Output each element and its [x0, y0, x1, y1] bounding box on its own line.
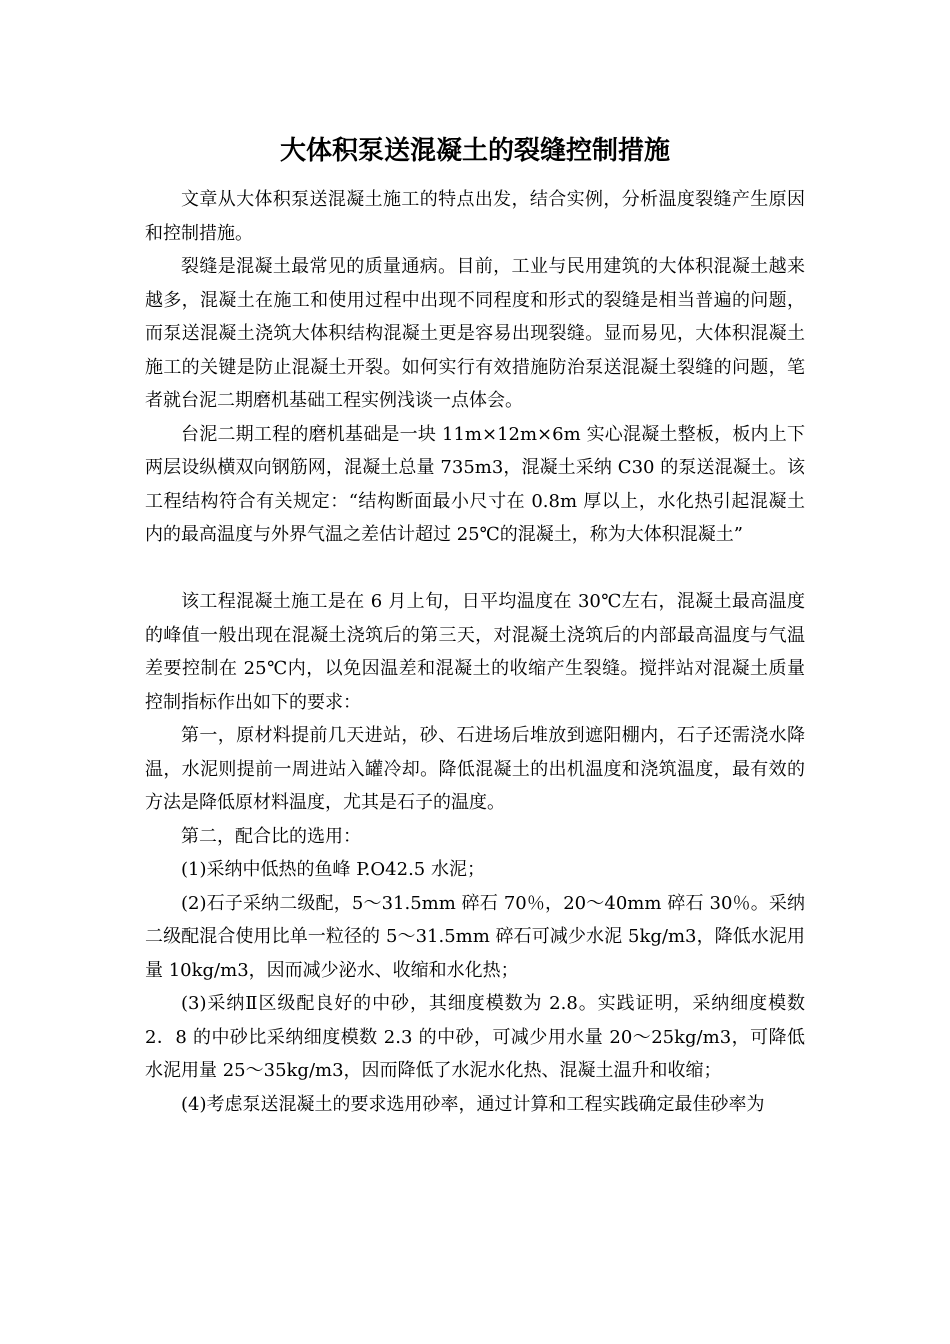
- paragraph-measure-one: 第一，原材料提前几天进站，砂、石进场后堆放到遮阳棚内，石子还需浇水降温，水泥则提前一周进站入罐冷却。降低混凝土的出机温度和浇筑温度，最有效的方法是降低原材料温度，尤其是石子的温度。: [145, 725, 805, 813]
- paragraph-abstract: 文章从大体积泵送混凝土施工的特点出发，结合实例，分析温度裂缝产生原因和控制措施。: [145, 189, 805, 244]
- paragraph-spacer: [145, 552, 805, 586]
- paragraph-item-3: (3)采纳Ⅱ区级配良好的中砂，其细度模数为 2.8。实践证明，采纳细度模数 2．8 的中砂比采纳细度模数 2.3 的中砂，可减少用水量 20～25kg/m3，可降低水泥用量 25～35kg/m3，因而降低了水泥水化热、混凝土温升和收缩；: [145, 993, 805, 1081]
- paragraph-item-4: (4)考虑泵送混凝土的要求选用砂率，通过计算和工程实践确定最佳砂率为: [181, 1093, 765, 1115]
- paragraph-construction-conditions: 该工程混凝土施工是在 6 月上旬，日平均温度在 30℃左右，混凝土最高温度的峰值一般出现在混凝土浇筑后的第三天，对混凝土浇筑后的内部最高温度与气温差要控制在 25℃内，以免因温差和混凝土的收缩产生裂缝。搅拌站对混凝土质量控制指标作出如下的要求：: [145, 591, 805, 713]
- paragraph-introduction: 裂缝是混凝土最常见的质量通病。目前，工业与民用建筑的大体积混凝土越来越多，混凝土在施工和使用过程中出现不同程度和形式的裂缝是相当普遍的问题，而泵送混凝土浇筑大体积结构混凝土更是容易出现裂缝。显而易见，大体积混凝土施工的关键是防止混凝土开裂。如何实行有效措施防治泵送混凝土裂缝的问题，笔者就台泥二期磨机基础工程实例浅谈一点体会。: [145, 256, 805, 411]
- paragraph-project-overview: 台泥二期工程的磨机基础是一块 11m×12m×6m 实心混凝土整板，板内上下两层设纵横双向钢筋网，混凝土总量 735m3，混凝土采纳 C30 的泵送混凝土。该工程结构符合有关规定：“结构断面最小尺寸在 0.8m 厚以上，水化热引起混凝土内的最高温度与外界气温之差估计超过 25℃的混凝土，称为大体积混凝土”: [145, 423, 805, 545]
- document-title: 大体积泵送混凝土的裂缝控制措施: [279, 136, 670, 166]
- document-body: [145, 183, 805, 1121]
- paragraph-item-2: (2)石子采纳二级配，5～31.5mm 碎石 70％，20～40mm 碎石 30％。采纳二级配混合使用比单一粒径的 5～31.5mm 碎石可减少水泥 5kg/m3，降低水泥用量 10kg/m3，因而减少泌水、收缩和水化热；: [145, 892, 805, 981]
- paragraph-item-1: (1)采纳中低热的鱼峰 P.O42.5 水泥；: [181, 859, 485, 880]
- paragraph-measure-two: 第二，配合比的选用：: [181, 825, 361, 847]
